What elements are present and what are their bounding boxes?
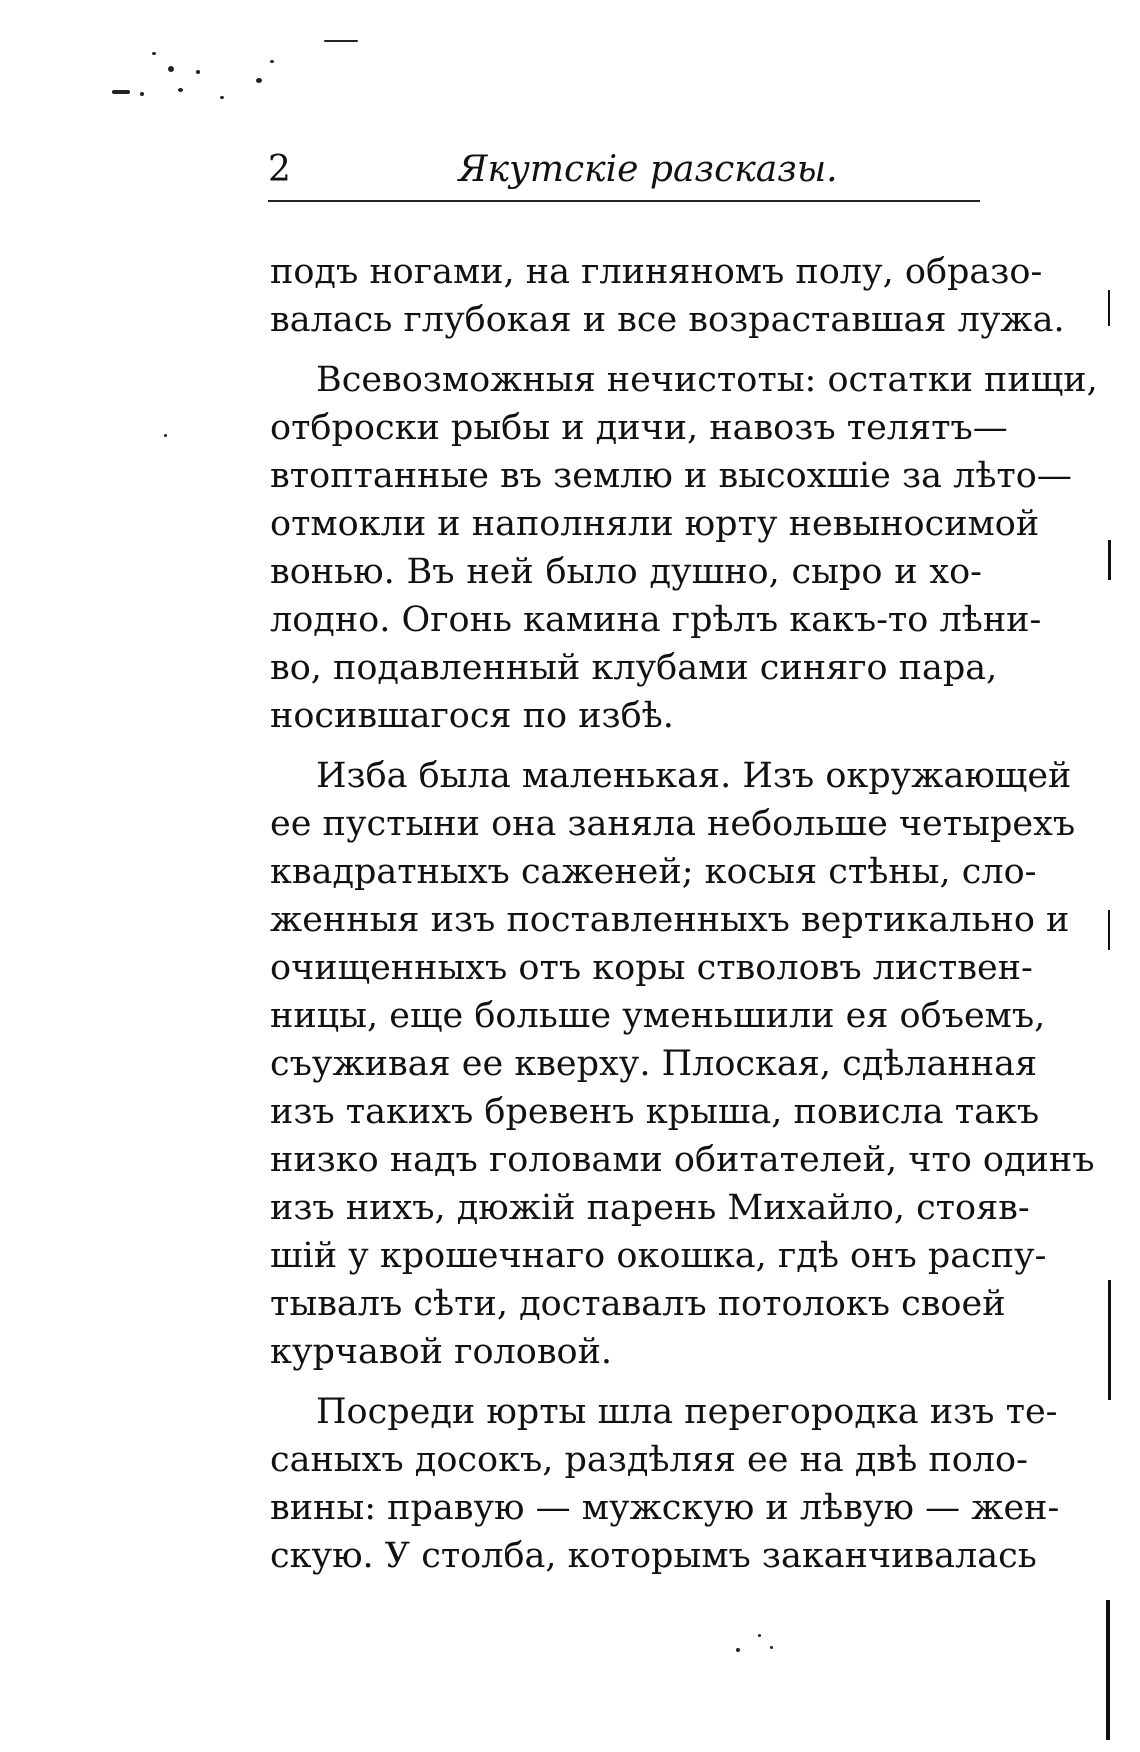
running-title: Якутскіе разсказы.: [458, 149, 838, 190]
text-line: Посреди юрты шла перегородка изъ те-: [316, 1392, 1058, 1432]
text-line: ее пустыни она заняла небольше четырехъ: [270, 804, 1076, 844]
text-line: скую. У столба, которымъ заканчивалась: [270, 1536, 1037, 1576]
page-edge-mark: [1106, 1600, 1110, 1740]
body-text: [270, 248, 1098, 1580]
paragraph: [270, 248, 1065, 344]
text-line: курчавой головой.: [270, 1332, 613, 1372]
text-line: съуживая ее кверху. Плоская, сдѣланная: [270, 1044, 1038, 1084]
text-line: ницы, еще больше уменьшили ея объемъ,: [270, 996, 1046, 1036]
text-line: носившагося по избѣ.: [270, 696, 674, 736]
text-line: изъ такихъ бревенъ крыша, повисла такъ: [270, 1092, 1040, 1132]
text-line: Всевозможныя нечистоты: остатки пищи,: [316, 360, 1098, 400]
text-line: лодно. Огонь камина грѣлъ какъ-то лѣни-: [270, 600, 1042, 640]
text-line: изъ нихъ, дюжій парень Михайло, стояв-: [270, 1188, 1030, 1228]
text-line: очищенныхъ отъ коры стволовъ листвен-: [270, 948, 1033, 988]
text-line: валась глубокая и все возраставшая лужа.: [270, 300, 1065, 340]
page-edge-mark: [1108, 1280, 1111, 1400]
text-line: подъ ногами, на глиняномъ полу, образо-: [270, 252, 1043, 292]
paragraph: [270, 356, 1098, 740]
text-line: отмокли и наполняли юрту невыносимой: [270, 504, 1040, 544]
text-line: вины: правую — мужскую и лѣвую — жен-: [270, 1488, 1060, 1528]
text-line: во, подавленный клубами синяго пара,: [270, 648, 998, 688]
page-edge-mark: [1108, 290, 1110, 326]
text-line: квадратныхъ саженей; косыя стѣны, сло-: [270, 852, 1037, 892]
page-edge-mark: [1108, 540, 1111, 580]
page-number: 2: [268, 149, 291, 190]
text-line: женныя изъ поставленныхъ вертикально и: [270, 900, 1070, 940]
page-edge-mark: [1108, 910, 1110, 950]
text-line: вонью. Въ ней было душно, сыро и хо-: [270, 552, 982, 592]
text-line: саныхъ досокъ, раздѣляя ее на двѣ поло-: [270, 1440, 1028, 1480]
text-line: шій у крошечнаго окошка, гдѣ онъ распу-: [270, 1236, 1047, 1276]
text-line: отброски рыбы и дичи, навозъ телятъ—: [270, 408, 1008, 448]
text-line: тывалъ сѣти, доставалъ потолокъ своей: [270, 1284, 1006, 1324]
header-rule: [268, 200, 980, 202]
text-line: Изба была маленькая. Изъ окружающей: [316, 756, 1072, 796]
paragraph: [270, 1388, 1060, 1580]
text-line: втоптанные въ землю и высохшіе за лѣто—: [270, 456, 1072, 496]
running-header: [268, 148, 980, 198]
text-line: низко надъ головами обитателей, что одинъ: [270, 1140, 1095, 1180]
paragraph: [270, 752, 1095, 1376]
